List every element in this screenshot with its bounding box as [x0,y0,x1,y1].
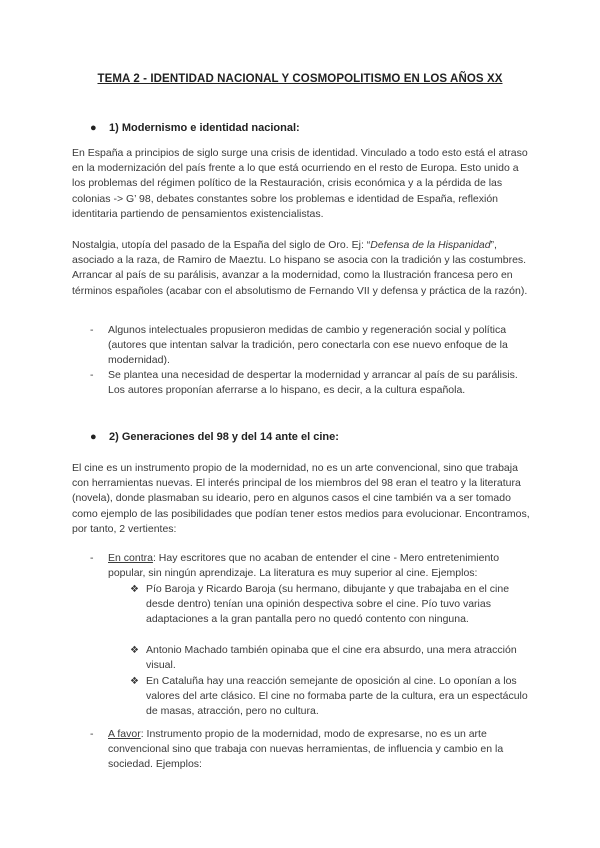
section-2-heading-text: 2) Generaciones del 98 y del 14 ante el cine: [109,431,339,443]
dash-marker: - [90,369,94,381]
en-contra-text: : Hay escritores que no acaban de entender el cine - Mero entretenimiento popular, sin ningún aprendizaje. La literatura es muy superior al cine. Ejemplos: [108,552,500,580]
page-title: TEMA 2 - IDENTIDAD NACIONAL Y COSMOPOLITISMO EN LOS AÑOS XX [97,73,503,85]
paragraph-2-part-a: Nostalgia, utopía del pasado de la España del siglo de Oro. Ej: “ [72,239,371,251]
section-1-paragraph-2 [72,238,532,299]
section-2-paragraph-1: El cine es un instrumento propio de la modernidad, no es un arte convencional, sino que trabaja con herramientas nuevas. El interés principal de los miembros del 98 eran el teatro y la literatura (novela), donde plasmaban su ideario, pero en algunos casos el cine también va a ser tomado como ejemplo de las posibilidades que podían tener estos medios para evolucionar. Encontramos, por tanto, 2 vertientes: [72,462,530,535]
sub-list-item-text: Antonio Machado también opinaba que el cine era absurdo, una mera atracción visual. [146,644,517,672]
sub-list-item-text: Pío Baroja y Ricardo Baroja (su hermano, dibujante y que trabajaba en el cine desde dentro) tenían una opinión despectiva sobre el cine. Pío tuvo varias adaptaciones a la gran pantalla pero no quedó contento con ninguna. [146,583,510,626]
paragraph-2-title: Defensa de la Hispanidad [370,239,491,251]
diamond-bullet-icon: ❖ [130,645,139,656]
dash-marker: - [90,324,94,336]
bullet-icon: ● [90,431,97,443]
list-item-text: Algunos intelectuales propusieron medidas de cambio y regeneración social y política (autores que intentan salvar la tradición, pero conectarla con ese nuevo enfoque de la modernidad). [108,324,508,367]
a-favor-text: : Instrumento propio de la modernidad, modo de expresarse, no es un arte convencional sino que trabaja con nuevas herramientas, de influencia y cambio en la sociedad. Ejemplos: [108,728,504,771]
list-item-text: Se plantea una necesidad de despertar la modernidad y arrancar al país de su parálisis. Los autores proponían aferrarse a lo hispano, es decir, a la cultura española. [108,369,518,397]
dash-marker: - [90,552,94,564]
section-1-paragraph-1: En España a principios de siglo surge una crisis de identidad. Vinculado a todo esto está el atraso en la modernización del país frente a lo que está ocurriendo en el resto de Europa. Esto unido a los problemas del régimen político de la Restauración, crisis económica y a la pérdida de las colonias -> G’ 98, debates constantes sobre los problemas e identidad de España, reflexión identitaria partiendo de pensamientos existencialistas. [72,147,528,220]
sub-list-item-text: En Cataluña hay una reacción semejante de oposición al cine. Lo oponían a los valores del arte clásico. El cine no formaba parte de la cultura, era un espectáculo de masas, atracción, pero no cultura. [146,675,528,718]
paragraph-2-part-b: ”, asociado a la raza, de Ramiro de Maeztu. Lo hispano se asocia con la tradición y las costumbres. Arrancar al país de su parálisis, avanzar a la modernidad, como la Ilustración francesa pero en términos españoles (acabar con el absolutismo de Fernando VII y defensa y práctica de la razón). [72,239,528,297]
section-1-heading-text: 1) Modernismo e identidad nacional: [109,122,300,134]
bullet-icon: ● [90,122,97,134]
dash-marker: - [90,728,94,740]
diamond-bullet-icon: ❖ [130,676,139,687]
a-favor-label: A favor [108,728,141,740]
en-contra-label: En contra [108,552,153,564]
diamond-bullet-icon: ❖ [130,584,139,595]
